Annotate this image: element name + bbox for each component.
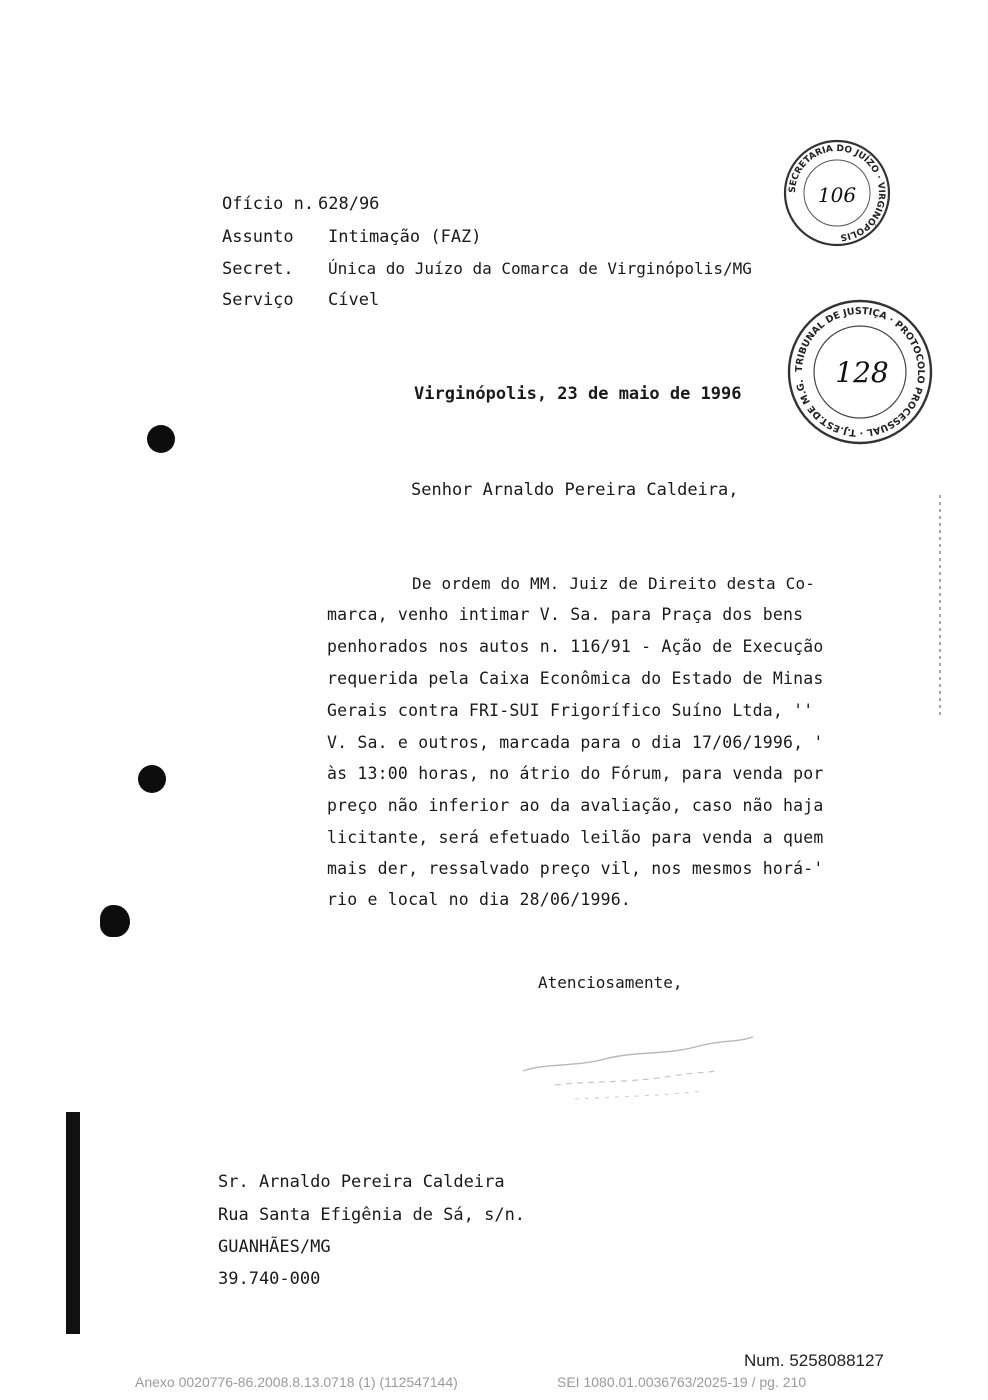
footer-sei-reference: SEI 1080.01.0036763/2025-19 / pg. 210: [557, 1374, 807, 1390]
address-zip: 39.740-000: [218, 1269, 321, 1289]
secretaria-stamp: [782, 138, 892, 248]
signature-stamp: [515, 1025, 765, 1105]
header-label-oficio: Ofício n.: [222, 194, 315, 214]
body-line: preço não inferior ao da avaliação, caso não haja: [327, 796, 824, 815]
scan-edge-bar: [66, 1112, 80, 1334]
stamp-ring-text: SECRETARIA DO JUÍZO · VIRGINÓPOLIS: [787, 143, 887, 242]
document-number: Num. 5258088127: [744, 1351, 884, 1370]
closing: Atenciosamente,: [538, 973, 683, 992]
address-street: Rua Santa Efigênia de Sá, s/n.: [218, 1205, 526, 1225]
stamp-handwritten-number: 128: [835, 356, 889, 389]
punch-hole: [138, 765, 166, 793]
address-city: GUANHÃES/MG: [218, 1237, 331, 1257]
body-line: requerida pela Caixa Econômica do Estado de Minas: [327, 669, 824, 688]
signature-scribble-icon: [515, 1025, 765, 1105]
header-value-secret: Única do Juízo da Comarca de Virginópolis/MG: [328, 259, 752, 278]
body-line: mais der, ressalvado preço vil, nos mesmos horá-': [327, 859, 824, 878]
punch-hole: [147, 425, 175, 453]
address-name: Sr. Arnaldo Pereira Caldeira: [218, 1172, 505, 1192]
scan-edge-marks: [936, 495, 944, 715]
header-value-oficio: 628/96: [318, 194, 380, 214]
header-value-servico: Cível: [328, 290, 380, 310]
body-line: rio e local no dia 28/06/1996.: [327, 890, 632, 909]
header-label-secret: Secret.: [222, 259, 294, 279]
tribunal-stamp: [786, 298, 934, 446]
body-line: licitante, será efetuado leilão para venda a quem: [327, 828, 824, 847]
stamp-ring-text: TRIBUNAL DE JUSTIÇA · PROTOCOLO PROCESSUAL · T.J.EST.DE M.G.: [793, 305, 927, 439]
stamp-handwritten-number: 106: [817, 183, 857, 207]
body-line: às 13:00 horas, no átrio do Fórum, para venda por: [327, 764, 824, 783]
body-line: marca, venho intimar V. Sa. para Praça dos bens: [327, 605, 804, 624]
header-value-assunto: Intimação (FAZ): [328, 227, 482, 247]
punch-hole: [100, 905, 130, 937]
header-label-assunto: Assunto: [222, 227, 294, 247]
header-label-servico: Serviço: [222, 290, 294, 310]
body-line: V. Sa. e outros, marcada para o dia 17/06/1996, ': [327, 733, 824, 752]
body-line: penhorados nos autos n. 116/91 - Ação de Execução: [327, 637, 824, 656]
body-line: Gerais contra FRI-SUI Frigorífico Suíno Ltda, '': [327, 701, 814, 720]
footer-annex-reference: Anexo 0020776-86.2008.8.13.0718 (1) (112547144): [135, 1374, 458, 1390]
body-line: De ordem do MM. Juiz de Direito desta Co-: [412, 574, 816, 593]
salutation: Senhor Arnaldo Pereira Caldeira,: [411, 480, 739, 500]
date-line: Virginópolis, 23 de maio de 1996: [414, 384, 742, 404]
